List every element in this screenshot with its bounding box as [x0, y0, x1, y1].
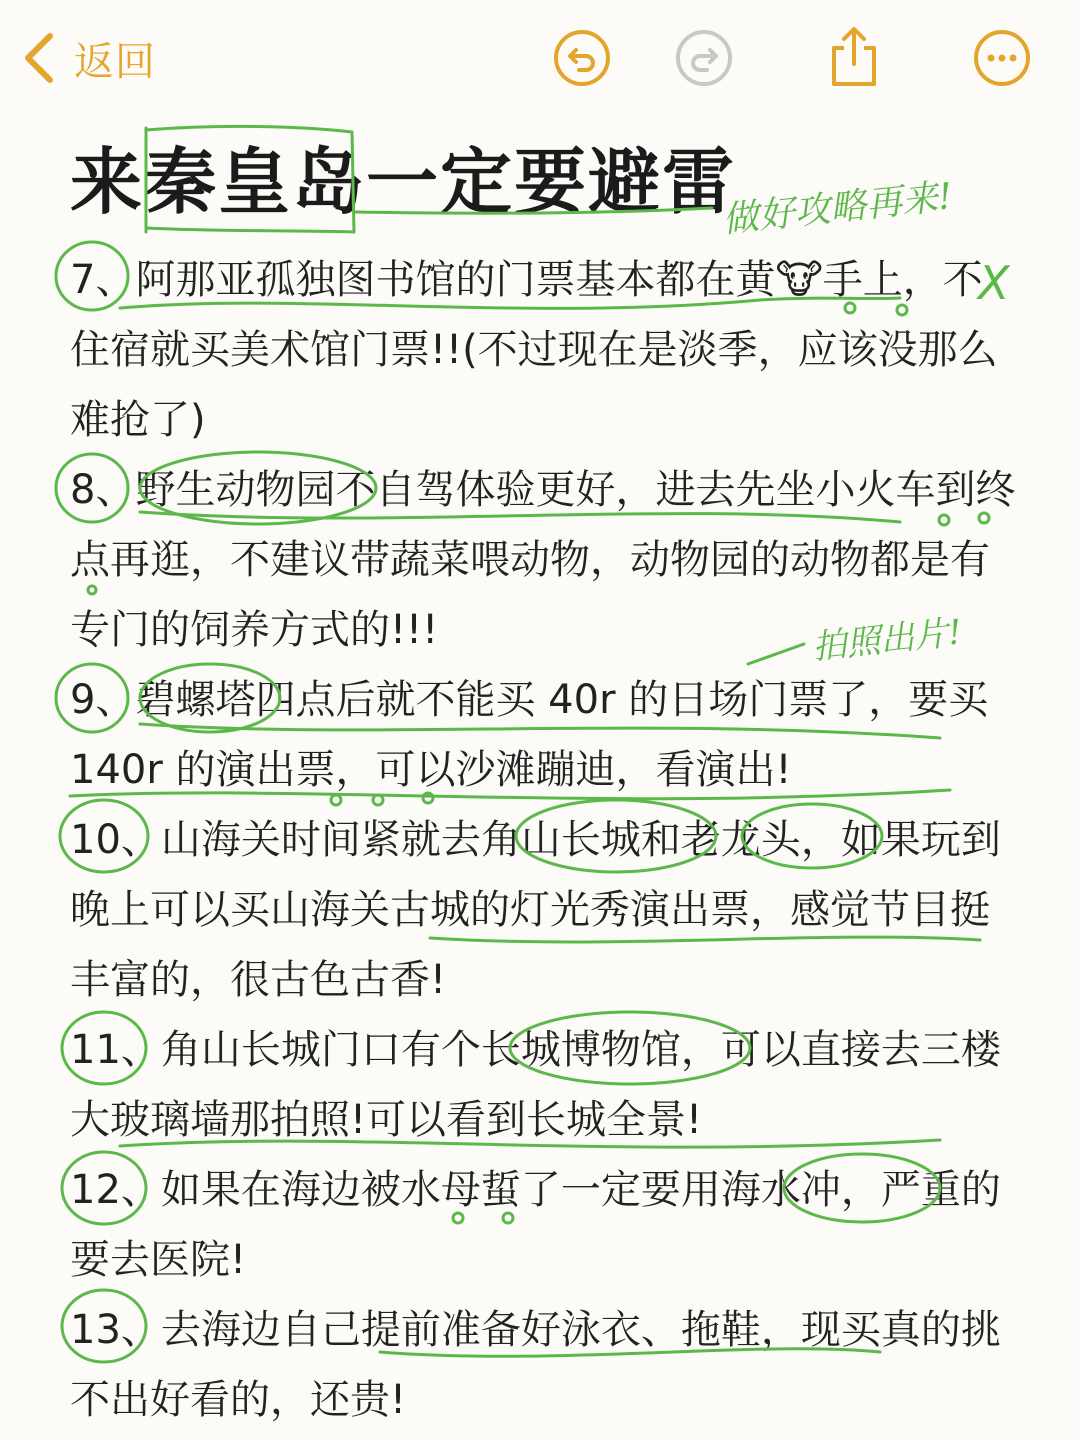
share-button[interactable]: [824, 24, 884, 84]
list-item: [70, 455, 1020, 665]
handwritten-photo-note: 拍照出片!: [810, 612, 964, 668]
list-item: [70, 245, 1020, 455]
share-icon: [824, 24, 884, 88]
item-number: 12: [70, 1167, 121, 1213]
undo-icon: [552, 28, 612, 88]
redo-button[interactable]: [674, 28, 734, 88]
list-item: [70, 1155, 1020, 1295]
item-text: 、山海关时间紧就去角山长城和老龙头，如果玩到晚上可以买山海关古城的灯光秀演出票，感觉节目挺丰富的，很古色古香!: [70, 817, 1001, 1003]
handwritten-annotation: 做好攻略再来!: [720, 176, 955, 241]
item-number: 10: [70, 817, 121, 863]
item-text: 、碧螺塔四点后就不能买 40r 的日场门票了，要买 140r 的演出票，可以沙滩蹦迪，看演出!: [70, 677, 989, 793]
list-item: [70, 665, 1020, 805]
item-text: 、角山长城门口有个长城博物馆，可以直接去三楼大玻璃墙那拍照!可以看到长城全景!: [70, 1027, 1001, 1143]
more-icon: [972, 28, 1032, 88]
item-number: 9: [70, 677, 96, 723]
note-title: 来秦皇岛一定要避雷: [70, 140, 737, 224]
item-number: 8: [70, 467, 96, 513]
item-number: 11: [70, 1027, 121, 1073]
list-item: [70, 1295, 1020, 1435]
chevron-left-icon: [22, 30, 56, 86]
list-item: [70, 1015, 1020, 1155]
more-button[interactable]: [972, 28, 1032, 88]
back-label: 返回: [74, 38, 156, 85]
item-number: 13: [70, 1307, 121, 1353]
item-text: 、阿那亚孤独图书馆的门票基本都在黄🐮手上，不住宿就买美术馆门票!!(不过现在是淡季，应该没那么难抢了): [70, 257, 998, 443]
list-item: [70, 805, 1020, 1015]
redo-icon: [674, 28, 734, 88]
item-text: 、野生动物园不自驾体验更好，进去先坐小火车到终点再逛，不建议带蔬菜喂动物，动物园的动物都是有专门的饲养方式的!!!: [70, 467, 1016, 653]
handwritten-x-mark: X: [978, 256, 1010, 310]
note-body: [70, 245, 1020, 1435]
back-button[interactable]: [22, 28, 156, 88]
item-number: 7: [70, 257, 96, 303]
toolbar: [0, 0, 1080, 115]
item-text: 、如果在海边被水母蜇了一定要用海水冲，严重的要去医院!: [70, 1167, 1001, 1283]
undo-button[interactable]: [552, 28, 612, 88]
item-text: 、去海边自己提前准备好泳衣、拖鞋，现买真的挑不出好看的，还贵!: [70, 1307, 1001, 1423]
